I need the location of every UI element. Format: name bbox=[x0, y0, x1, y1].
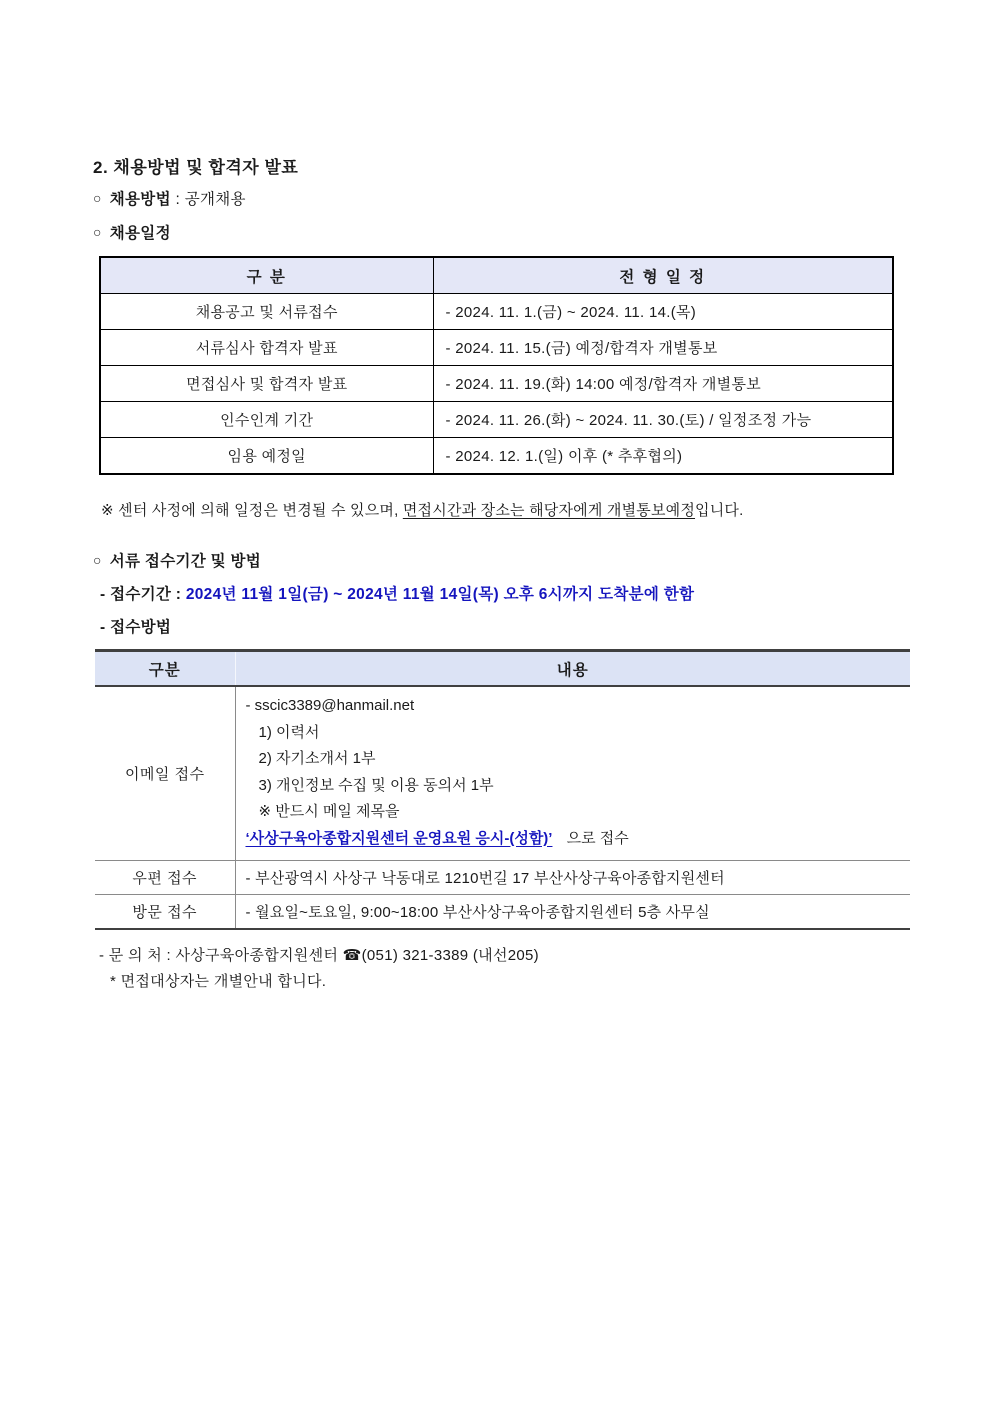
recruit-method-label: 채용방법 bbox=[109, 191, 171, 208]
schedule-table-header-row bbox=[100, 257, 893, 294]
schedule-row-label: 채용공고 및 서류접수 bbox=[100, 294, 433, 330]
method-table bbox=[95, 649, 910, 930]
table-row bbox=[100, 294, 893, 330]
schedule-table bbox=[99, 256, 894, 475]
circle-bullet-icon: ○ bbox=[93, 224, 102, 240]
note-text-after: 입니다. bbox=[695, 502, 744, 519]
recruit-schedule-line bbox=[93, 221, 912, 246]
email-subject-suffix: 으로 접수 bbox=[562, 829, 629, 847]
email-subject-line bbox=[246, 826, 905, 853]
method-col-header-content: 내용 bbox=[235, 651, 910, 687]
schedule-row-value: - 2024. 11. 1.(금) ~ 2024. 11. 14.(목) bbox=[433, 294, 893, 330]
method-row-label: 이메일 접수 bbox=[95, 686, 235, 861]
method-row-label: 우편 접수 bbox=[95, 861, 235, 895]
recruit-method-line bbox=[93, 187, 912, 212]
section-title: 2. 채용방법 및 합격자 발표 bbox=[93, 158, 299, 177]
email-doc-line: 3) 개인정보 수집 및 이용 동의서 1부 bbox=[258, 776, 494, 794]
apply-section-title-line bbox=[93, 549, 912, 574]
method-row-value: - 부산광역시 사상구 낙동대로 1210번길 17 부산사상구육아종합지원센터 bbox=[235, 861, 910, 895]
table-row-post bbox=[95, 861, 910, 895]
recruit-method-sep: : bbox=[170, 191, 185, 208]
email-doc-line: 2) 자기소개서 1부 bbox=[258, 750, 376, 767]
schedule-row-value: - 2024. 12. 1.(일) 이후 (* 추후협의) bbox=[433, 438, 893, 475]
interview-notice-line: * 면접대상자는 개별안내 합니다. bbox=[110, 973, 327, 990]
method-table-header-row bbox=[95, 651, 910, 687]
schedule-row-label: 인수인계 기간 bbox=[100, 402, 433, 438]
schedule-row-value: - 2024. 11. 19.(화) 14:00 예정/합격자 개별통보 bbox=[433, 366, 893, 402]
email-subject-notice-line: ※ 반드시 메일 제목을 bbox=[258, 803, 400, 820]
note-text-underlined: 면접시간과 장소는 해당자에게 개별통보예정 bbox=[402, 502, 696, 519]
table-row bbox=[100, 402, 893, 438]
schedule-col-header-category: 구 분 bbox=[100, 257, 433, 294]
schedule-row-label: 서류심사 합격자 발표 bbox=[100, 330, 433, 366]
email-subject-format: ‘사상구육아종합지원센터 운영요원 응시-(성함)’ bbox=[245, 829, 553, 847]
method-col-header-category: 구분 bbox=[95, 651, 235, 687]
email-doc-line: 1) 이력서 bbox=[258, 723, 320, 741]
apply-period-line bbox=[100, 583, 912, 607]
method-row-email-content bbox=[235, 686, 910, 861]
schedule-row-label: 면접심사 및 합격자 발표 bbox=[100, 366, 433, 402]
schedule-change-note bbox=[101, 499, 912, 520]
table-row-email bbox=[95, 686, 910, 861]
email-address-line: - sscic3389@hanmail.net bbox=[245, 697, 415, 714]
schedule-row-value: - 2024. 11. 26.(화) ~ 2024. 11. 30.(토) / 일정조정 가능 bbox=[433, 402, 893, 438]
table-row bbox=[100, 330, 893, 366]
recruit-method-value: 공개채용 bbox=[184, 191, 246, 208]
apply-method-label: - 접수방법 bbox=[100, 619, 172, 636]
method-row-value: - 월요일~토요일, 9:00~18:00 부산사상구육아종합지원센터 5층 사무실 bbox=[235, 895, 910, 930]
contact-line: - 문 의 처 : 사상구육아종합지원센터 ☎(051) 321-3389 (내선205) bbox=[99, 947, 539, 964]
table-row bbox=[100, 438, 893, 475]
method-row-label: 방문 접수 bbox=[95, 895, 235, 930]
schedule-row-value: - 2024. 11. 15.(금) 예정/합격자 개별통보 bbox=[433, 330, 893, 366]
recruit-schedule-label: 채용일정 bbox=[109, 225, 171, 242]
note-text-before: ※ 센터 사정에 의해 일정은 변경될 수 있으며, bbox=[101, 502, 403, 519]
schedule-col-header-timeline: 전 형 일 정 bbox=[433, 257, 893, 294]
table-row-visit bbox=[95, 895, 910, 930]
circle-bullet-icon: ○ bbox=[93, 190, 102, 206]
table-row bbox=[100, 366, 893, 402]
apply-section-title: 서류 접수기간 및 방법 bbox=[109, 553, 262, 570]
circle-bullet-icon: ○ bbox=[93, 552, 102, 568]
schedule-row-label: 임용 예정일 bbox=[100, 438, 433, 475]
apply-period-label: - 접수기간 : bbox=[100, 586, 186, 603]
apply-period-value: 2024년 11월 1일(금) ~ 2024년 11월 14일(목) 오후 6시까지 도착분에 한함 bbox=[185, 586, 695, 603]
